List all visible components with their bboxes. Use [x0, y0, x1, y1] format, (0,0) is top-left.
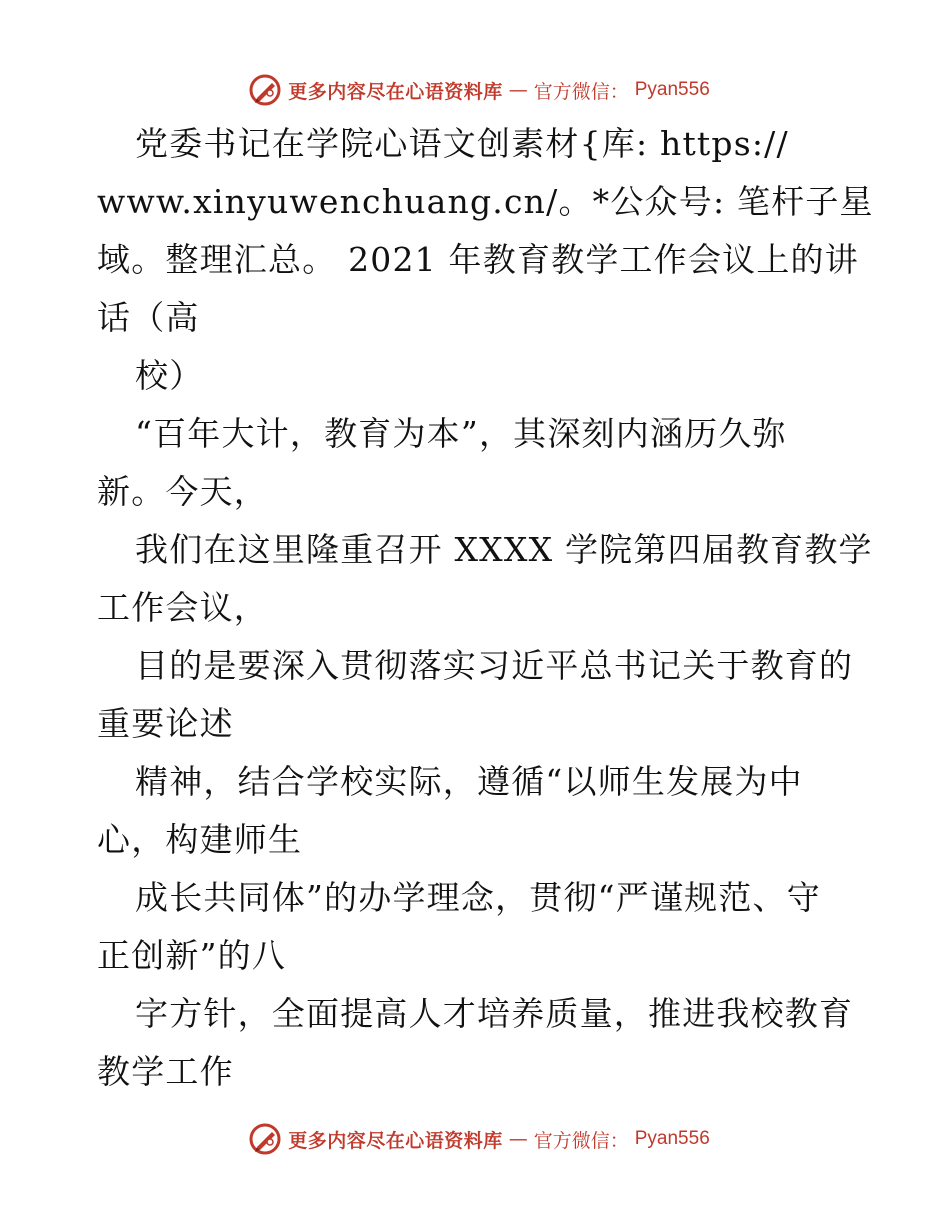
banner-dash: — — [508, 79, 528, 101]
text-line: 精神，结合学校实际，遵循“以师生发展为中 — [135, 762, 803, 801]
text-line: 成长共同体”的办学理念，贯彻“严谨规范、守 — [135, 878, 821, 917]
text-line: 话（高 — [97, 298, 200, 337]
footer-banner — [0, 1119, 950, 1159]
banner-wechat-label: 官方微信： — [533, 1129, 629, 1152]
banner-content — [248, 73, 710, 107]
text-line: 目的是要深入贯彻落实习近平总书记关于教育的 — [135, 646, 854, 685]
text-line: 重要论述 — [97, 704, 234, 743]
pen-logo-icon — [248, 1122, 282, 1156]
text-line: 工作会议， — [97, 588, 268, 627]
banner-wechat-id: Pyan556 — [634, 79, 710, 100]
banner-wechat-id: Pyan556 — [634, 1128, 710, 1149]
text-line: 新。今天， — [97, 472, 268, 511]
text-line: 字方针，全面提高人才培养质量，推进我校教育 — [135, 994, 854, 1033]
banner-main-text: 更多内容尽在心语资料库 — [288, 80, 503, 103]
text-line: 教学工作 — [97, 1052, 234, 1091]
text-line: 域。整理汇总。 2021 年教育教学工作会议上的讲 — [97, 240, 859, 279]
text-line: 校） — [135, 356, 204, 395]
pen-logo-icon — [248, 73, 282, 107]
text-line: 正创新”的八 — [97, 936, 287, 975]
banner-content — [248, 1122, 710, 1156]
banner-dash: — — [508, 1128, 528, 1150]
text-line: 党委书记在学院心语文创素材{库: https:// — [135, 124, 789, 163]
text-line: www.xinyuwenchuang.cn/。*公众号: 笔杆子星 — [97, 182, 874, 221]
header-banner — [0, 70, 950, 110]
banner-main-text: 更多内容尽在心语资料库 — [288, 1129, 503, 1152]
text-line: 心，构建师生 — [97, 820, 303, 859]
text-line: 我们在这里隆重召开 XXXX 学院第四届教育教学 — [135, 530, 873, 569]
banner-wechat-label: 官方微信： — [533, 80, 629, 103]
text-line: “百年大计，教育为本”，其深刻内涵历久弥 — [135, 414, 787, 453]
